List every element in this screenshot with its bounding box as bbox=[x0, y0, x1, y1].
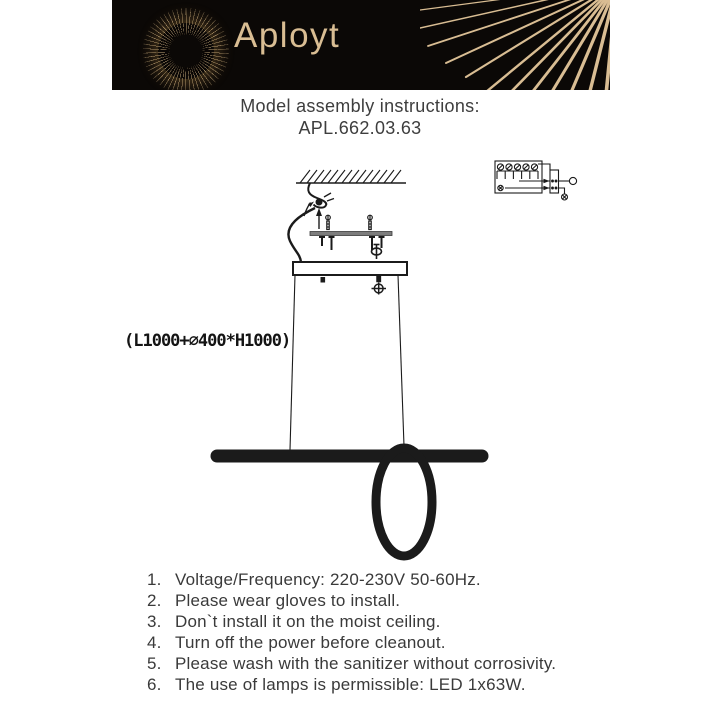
item-number: 1. bbox=[147, 570, 162, 589]
item-number: 3. bbox=[147, 611, 162, 631]
list-item bbox=[147, 591, 556, 612]
item-text: Please wear gloves to install. bbox=[175, 590, 401, 610]
list-item bbox=[147, 654, 556, 675]
brand-wordmark: Aployt bbox=[234, 16, 341, 55]
instructions-list bbox=[147, 570, 556, 695]
item-text: Turn off the power before cleanout. bbox=[175, 632, 446, 652]
brand-banner bbox=[112, 0, 610, 90]
list-item bbox=[147, 675, 556, 696]
item-text: The use of lamps is permissible: LED 1x63W. bbox=[175, 674, 526, 694]
item-number: 2. bbox=[147, 590, 162, 610]
item-number: 6. bbox=[147, 674, 162, 694]
model-number: APL.662.03.63 bbox=[298, 118, 422, 138]
list-item bbox=[147, 633, 556, 654]
list-item bbox=[147, 570, 556, 591]
assembly-diagram bbox=[120, 145, 600, 565]
item-text: Please wash with the sanitizer without corrosivity. bbox=[175, 653, 557, 673]
corner-rays-icon bbox=[420, 0, 610, 90]
page-title: Model assembly instructions: bbox=[240, 96, 480, 116]
item-number: 4. bbox=[147, 632, 162, 652]
list-item bbox=[147, 612, 556, 633]
dimension-label: (L1000+⌀400*H1000) bbox=[124, 331, 291, 351]
item-text: Don`t install it on the moist ceiling. bbox=[175, 611, 441, 631]
item-text: Voltage/Frequency: 220-230V 50-60Hz. bbox=[175, 570, 481, 589]
item-number: 5. bbox=[147, 653, 162, 673]
starburst-logo-icon bbox=[143, 8, 229, 90]
